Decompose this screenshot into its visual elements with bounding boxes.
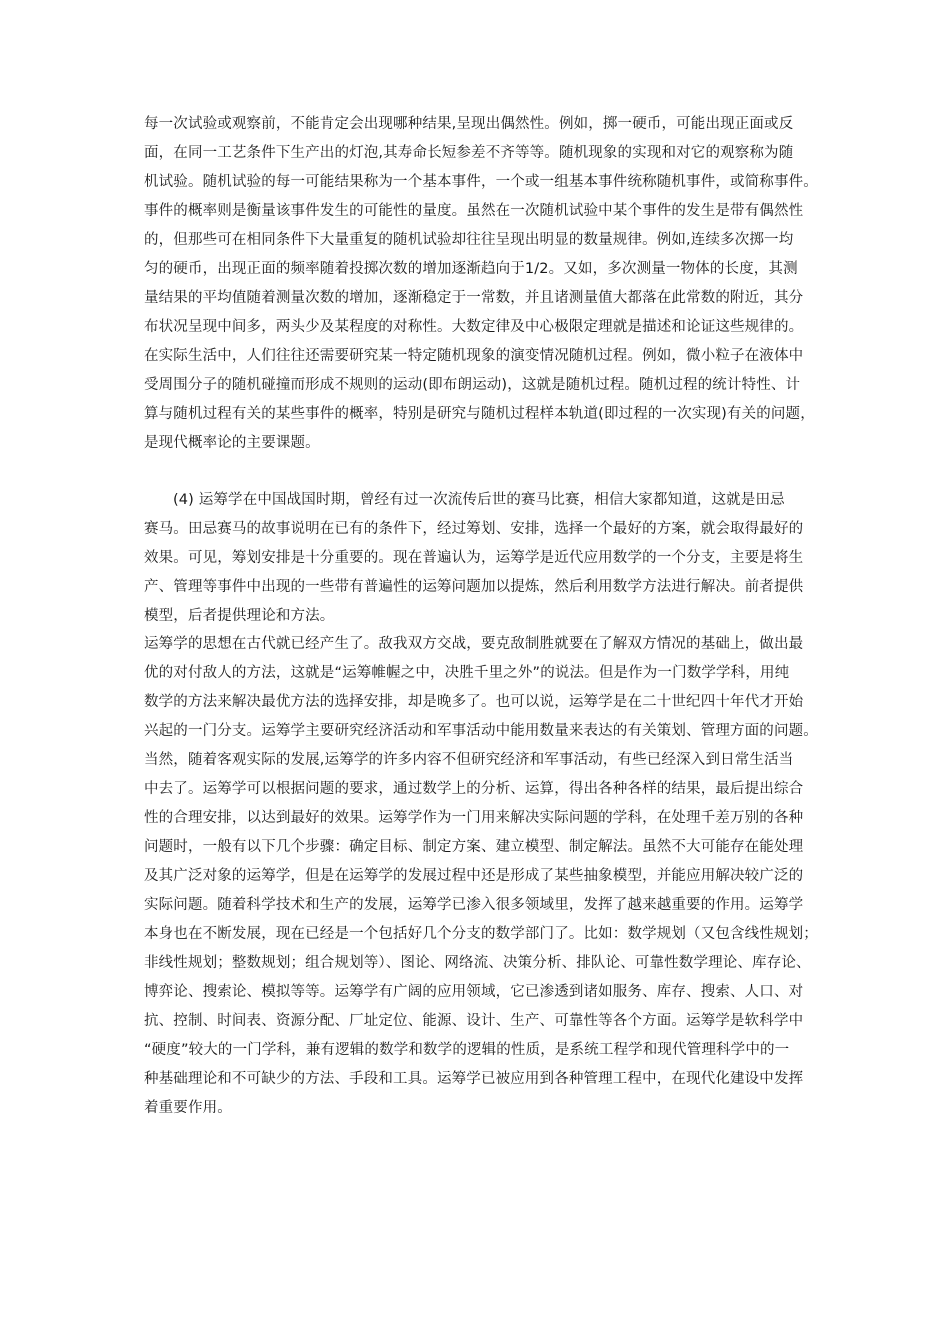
text-line: 每一次试验或观察前，不能肯定会出现哪种结果,呈现出偶然性。例如，掷一硬币，可能出现正面或反 [144, 116, 794, 132]
text-line: 着重要作用。 [144, 1100, 232, 1116]
text-line: 的，但那些可在相同条件下大量重复的随机试验却往往呈现出明显的数量规律。例如,连续多次掷一均 [144, 232, 794, 248]
text-line: 布状况呈现中间多，两头少及某程度的对称性。大数定律及中心极限定理就是描述和论证这些规律的。 [144, 319, 804, 335]
text-line: (4) 运筹学在中国战国时期，曾经有过一次流传后世的赛马比赛，相信大家都知道，这就是田忌 [173, 492, 785, 508]
text-line: 在实际生活中，人们往往还需要研究某一特定随机现象的演变情况随机过程。例如，微小粒子在液体中 [144, 348, 804, 364]
text-line: 面，在同一工艺条件下生产出的灯泡,其寿命长短参差不齐等等。随机现象的实现和对它的观察称为随 [144, 145, 794, 161]
text-line: 实际问题。随着科学技术和生产的发展，运筹学已渗入很多领域里，发挥了越来越重要的作用。运筹学 [144, 897, 804, 913]
text-line: 本身也在不断发展，现在已经是一个包括好几个分支的数学部门了。比如：数学规划（又包含线性规划； [144, 926, 818, 942]
text-line: 模型，后者提供理论和方法。 [144, 608, 335, 624]
text-line: 算与随机过程有关的某些事件的概率，特别是研究与随机过程样本轨道(即过程的一次实现)有关的问题， [144, 406, 815, 422]
text-line: “硬度”较大的一门学科，兼有逻辑的数学和数学的逻辑的性质，是系统工程学和现代管理科学中的一 [144, 1042, 790, 1058]
text-line: 是现代概率论的主要课题。 [144, 435, 320, 451]
text-line: 事件的概率则是衡量该事件发生的可能性的量度。虽然在一次随机试验中某个事件的发生是带有偶然性 [144, 203, 804, 219]
text-line: 机试验。随机试验的每一可能结果称为一个基本事件，一个或一组基本事件统称随机事件，或简称事件。 [144, 174, 818, 190]
text-line: 优的对付敌人的方法，这就是“运筹帷幄之中，决胜千里之外”的说法。但是作为一门数学学科，用纯 [144, 665, 790, 681]
text-line: 受周围分子的随机碰撞而形成不规则的运动(即布朗运动)，这就是随机过程。随机过程的统计特性、计 [144, 377, 801, 393]
text-line: 博弈论、搜索论、模拟等等。运筹学有广阔的应用领域，它已渗透到诸如服务、库存、搜索、人口、对 [144, 984, 804, 1000]
text-line: 兴起的一门分支。运筹学主要研究经济活动和军事活动中能用数量来表达的有关策划、管理方面的问题。 [144, 723, 818, 739]
text-line: 抗、控制、时间表、资源分配、厂址定位、能源、设计、生产、可靠性等各个方面。运筹学是软科学中 [144, 1013, 804, 1029]
text-line: 效果。可见，筹划安排是十分重要的。现在普遍认为，运筹学是近代应用数学的一个分支，主要是将生 [144, 550, 804, 566]
text-line: 性的合理安排，以达到最好的效果。运筹学作为一门用来解决实际问题的学科，在处理千差万别的各种 [144, 810, 804, 826]
text-line: 产、管理等事件中出现的一些带有普遍性的运筹问题加以提炼，然后利用数学方法进行解决。前者提供 [144, 579, 804, 595]
text-line: 赛马。田忌赛马的故事说明在已有的条件下，经过筹划、安排，选择一个最好的方案，就会取得最好的 [144, 521, 804, 537]
text-line: 运筹学的思想在古代就已经产生了。敌我双方交战，要克敌制胜就要在了解双方情况的基础上，做出最 [144, 636, 804, 652]
text-line: 数学的方法来解决最优方法的选择安排，却是晚多了。也可以说，运筹学是在二十世纪四十年代才开始 [144, 694, 804, 710]
text-line: 及其广泛对象的运筹学，但是在运筹学的发展过程中还是形成了某些抽象模型，并能应用解决较广泛的 [144, 868, 804, 884]
text-line: 中去了。运筹学可以根据问题的要求，通过数学上的分析、运算，得出各种各样的结果，最后提出综合 [144, 781, 804, 797]
text-line: 当然，随着客观实际的发展,运筹学的许多内容不但研究经济和军事活动，有些已经深入到日常生活当 [144, 752, 794, 768]
text-line: 匀的硬币，出现正面的频率随着投掷次数的增加逐渐趋向于1/2。又如，多次测量一物体的长度，其测 [144, 261, 798, 277]
text-line: 量结果的平均值随着测量次数的增加，逐渐稳定于一常数，并且诸测量值大都落在此常数的附近，其分 [144, 290, 804, 306]
text-line: 问题时，一般有以下几个步骤：确定目标、制定方案、建立模型、制定解法。虽然不大可能存在能处理 [144, 839, 804, 855]
text-line: 种基础理论和不可缺少的方法、手段和工具。运筹学已被应用到各种管理工程中，在现代化建设中发挥 [144, 1071, 804, 1087]
text-line: 非线性规划；整数规划；组合规划等）、图论、网络流、决策分析、排队论、可靠性数学理论、库存论、 [144, 955, 811, 971]
